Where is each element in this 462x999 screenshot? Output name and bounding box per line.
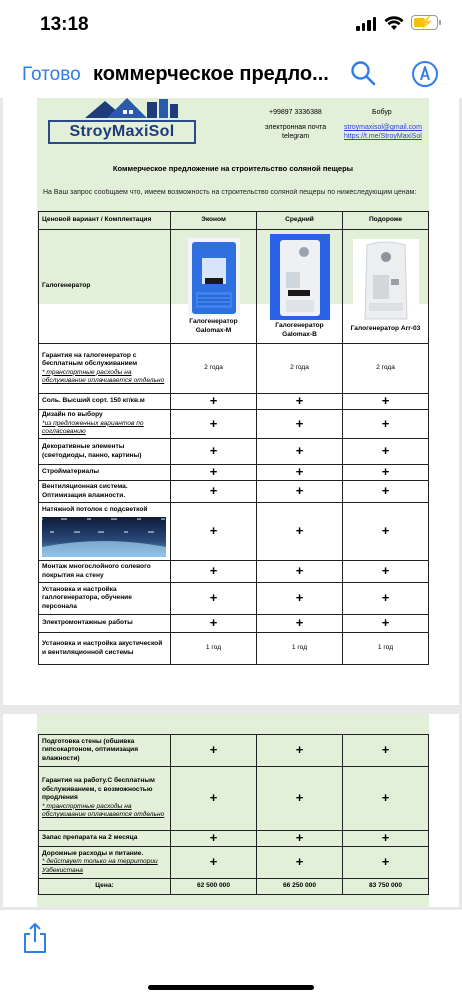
value-cell: + [171,847,257,879]
value-cell: + [343,465,429,481]
document-page-1 [3,98,459,705]
row-label: Гарантия на галогенератор с бесплатным обслуживанием [42,351,138,367]
row-label: Подготовка стены (обшивка гипсокартоном, оптимизация влажности) [42,737,139,762]
generator-name: Галогенератор Galomax-M [189,318,238,334]
share-icon[interactable] [22,922,48,954]
price-value: 66 250 000 [257,879,343,895]
value-cell: + [257,465,343,481]
search-icon[interactable] [350,60,376,86]
email-label: электронная почта [265,124,327,131]
table-row [39,583,429,615]
value-cell: + [257,583,343,615]
value-cell: + [257,847,343,879]
row-label: Вентиляционная система. Оптимизация влажности. [42,483,128,499]
row-label: Дорожные расходы и питание. [42,849,144,857]
value-cell: + [343,439,429,465]
intro-text: На Ваш запрос сообщаем что, имеем возможность на строительство соляной пещеры по нижеследующим ценам: [43,189,417,196]
table-row [39,410,429,439]
value-cell: + [343,503,429,561]
value-cell: + [343,583,429,615]
table-row [39,831,429,847]
row-label: Галогенератор [39,230,171,344]
navigation-bar [0,50,462,98]
row-label: Установка и настройка акустической и вентиляционной системы [42,640,163,656]
table-row [39,633,429,665]
value-cell: + [171,481,257,503]
header-cell: Эконом [171,212,257,230]
table-row [39,503,429,561]
row-label: Электромонтажные работы [42,619,133,627]
value-cell: + [171,767,257,831]
table-body [39,735,429,879]
value-cell: + [343,410,429,439]
row-label-cell [39,394,171,410]
row-note: *из предложенных вариантов по согласованию [42,419,144,436]
logo-buildings-icon [47,98,197,118]
document-viewer[interactable] [0,98,462,910]
table-row [39,439,429,465]
value-cell: + [171,439,257,465]
header-cell: Подороже [343,212,429,230]
row-label-cell [39,583,171,615]
value-cell: 2 года [171,344,257,394]
battery-icon: ⚡ [411,15,438,30]
generator-name: Галогенератор Arr-03 [350,325,421,333]
value-cell: + [257,481,343,503]
phone-number: +99897 3336388 [269,109,322,116]
value-cell: + [171,503,257,561]
row-label: Стройматериалы [42,468,100,476]
value-cell: + [343,561,429,583]
value-cell: 2 года [343,344,429,394]
price-row [39,879,429,895]
row-note: * транспортные расходы на обслуживание оплачивается отдельно [42,368,165,384]
row-label-cell [39,561,171,583]
generator-arr03-image [353,239,419,323]
table-row [39,394,429,410]
row-label: Гарантия на работу.С бесплатным обслуживанием, с возможностью продления [42,777,155,802]
value-cell: 1 год [257,633,343,665]
value-cell: + [343,735,429,767]
done-button[interactable]: Готово [22,64,81,85]
row-label-cell [39,847,171,879]
header-cell: Ценовой вариант / Комплектация [39,212,171,230]
generator-galomax-b-image [270,234,330,320]
row-label-cell [39,633,171,665]
row-label: Соль. Высший сорт. 150 кг/кв.м [42,397,145,405]
price-table [38,211,429,665]
generator-galomax-m-image [188,238,240,316]
table-row [39,735,429,767]
value-cell: + [171,465,257,481]
row-label: Монтаж многослойного солевого покрытия на стену [42,563,151,579]
cellular-signal-icon [356,17,376,31]
price-value: 83 750 000 [343,879,429,895]
row-note: * транспортные расходы на обслуживание оплачивается отдельно [42,802,165,819]
value-cell: + [171,561,257,583]
value-cell: + [171,831,257,847]
table-body [39,344,429,665]
value-cell: + [343,481,429,503]
value-cell: + [257,561,343,583]
table-row [39,230,429,344]
table-row [39,847,429,879]
row-label-cell [39,481,171,503]
table-row [39,561,429,583]
value-cell: + [343,831,429,847]
row-label-cell [39,615,171,633]
table-row [39,767,429,831]
value-cell: + [343,767,429,831]
row-label: Запас препарата на 2 месяца [42,834,138,842]
table-row [39,481,429,503]
value-cell: + [171,615,257,633]
table-row [39,615,429,633]
generator-name: Галогенератор Galomax-B [275,322,324,338]
home-indicator [148,985,314,990]
value-cell: + [257,439,343,465]
value-cell: + [343,394,429,410]
email-link[interactable]: stroymaxisol@gmail.com [344,124,422,131]
row-label-cell [39,503,171,561]
value-cell: + [171,410,257,439]
row-label: Дизайн по выбору [42,411,103,419]
value-cell: 2 года [257,344,343,394]
contact-name: Бобур [372,109,392,116]
row-label-cell [39,344,171,394]
value-cell: + [171,583,257,615]
value-cell: + [257,831,343,847]
starry-ceiling-image [42,517,166,557]
value-cell: + [257,394,343,410]
row-label-cell [39,831,171,847]
document-page-2 [3,714,459,907]
table-row [39,344,429,394]
header-cell: Средний [257,212,343,230]
value-cell: 1 год [343,633,429,665]
price-table-continued [38,734,429,895]
value-cell: + [343,847,429,879]
value-cell: + [257,615,343,633]
status-time: 13:18 [40,14,89,35]
value-cell: + [171,394,257,410]
markup-pen-icon[interactable] [411,60,439,88]
row-label: Декоративные элементы (светодиоды, панно, картины) [42,443,142,459]
table-row [39,465,429,481]
value-cell: + [257,410,343,439]
row-label-cell [39,439,171,465]
row-label-cell [39,735,171,767]
generator-cell [343,230,429,344]
telegram-label: telegram [282,133,310,140]
proposal-title: Коммерческое предложение на строительство соляной пещеры [112,164,354,173]
generator-cell [171,230,257,344]
row-label: Натяжной потолок с подсветкой [42,505,148,513]
price-label: Цена: [39,879,171,895]
telegram-link[interactable]: https://t.me/StroyMaxiSol [344,133,422,140]
price-value: 62 500 000 [171,879,257,895]
value-cell: + [257,503,343,561]
wifi-icon [384,15,404,31]
row-label-cell [39,410,171,439]
document-title: коммерческое предло... [93,63,329,85]
value-cell: + [171,735,257,767]
row-label-cell [39,767,171,831]
row-note: * действует только на территории Узбекистана [42,858,158,874]
value-cell: + [257,735,343,767]
row-label: Установка и настройка галлогенератора, обучение персонала [42,585,132,610]
value-cell: + [257,767,343,831]
value-cell: + [343,615,429,633]
table-header-row [39,212,429,230]
company-logo: StroyMaxiSol [48,120,196,144]
generator-cell [257,230,343,344]
row-label-cell [39,465,171,481]
value-cell: 1 год [171,633,257,665]
status-bar [0,0,462,50]
